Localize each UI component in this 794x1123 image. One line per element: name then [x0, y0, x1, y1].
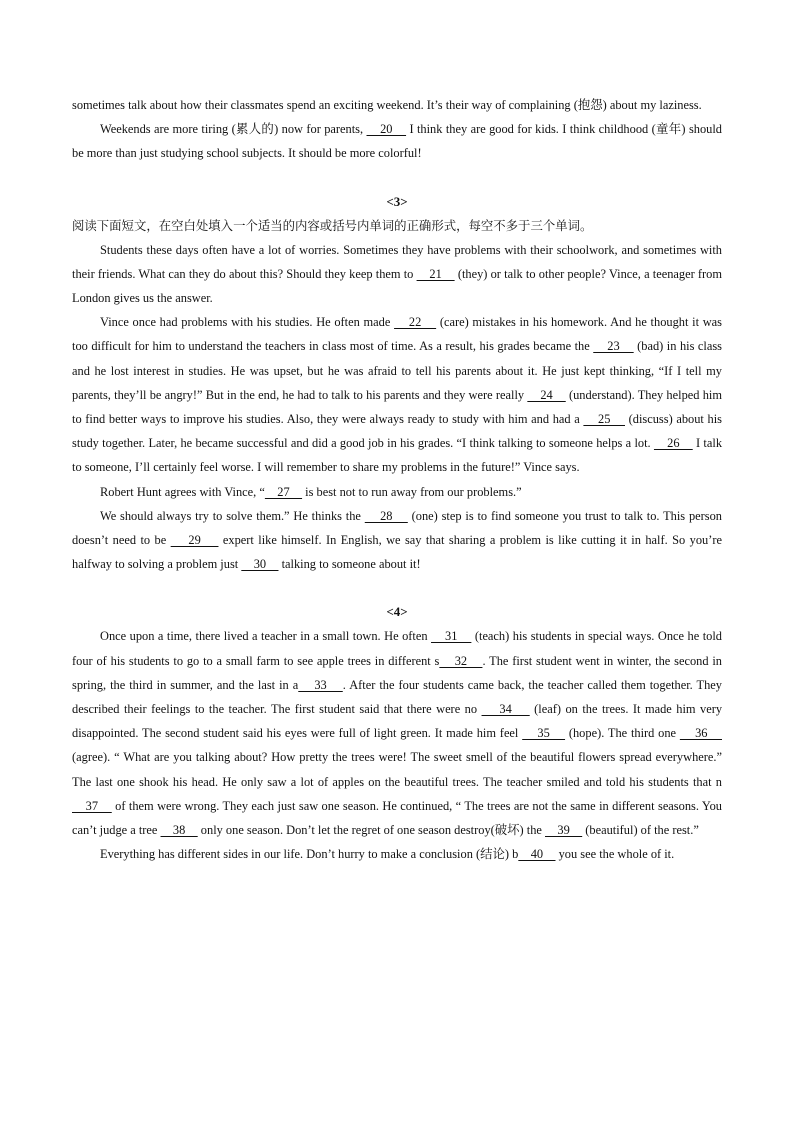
blank-20[interactable]: 20 — [366, 122, 407, 137]
section-title-3: <3> — [386, 193, 408, 209]
text: (teach) his students in special ways. Once he told four of his students to go to a small farm to see apple trees in different s — [72, 629, 722, 668]
text: talking to someone about it! — [278, 557, 421, 572]
text: (hope). The third one — [565, 726, 680, 741]
blank-33[interactable]: 33 — [298, 677, 343, 692]
paragraph-s3-4 — [72, 504, 722, 577]
blank-34[interactable]: 34 — [481, 702, 530, 717]
blank-35[interactable]: 35 — [522, 726, 566, 741]
paragraph-s2-1 — [72, 93, 722, 117]
text: . After the four students came back, the teacher called them together. They described their feelings to the teacher. The first student said that there were no — [72, 677, 722, 717]
text: . The first student went in winter, the second in spring, the third in summer, and the last in a — [72, 653, 722, 692]
text: Weekends are more tiring (累人的) now for parents, — [100, 122, 367, 137]
text: (leaf) on the trees. It made him very disappointed. The second student said his eyes were full of light green. It made him feel — [72, 702, 723, 741]
document-page — [72, 93, 722, 866]
text: Vince once had problems with his studies. He often made — [100, 315, 395, 330]
paragraph-s2-2 — [72, 117, 722, 165]
text: (discuss) about his study together. Later, he became successful and did a good job in his grades. “I think talking to someone helps a lot. — [72, 412, 722, 451]
text: (care) mistakes in his homework. And he thought it was too difficult for him to understand the teachers in class most of time. As a result, his grades became the — [72, 315, 722, 354]
paragraph-s3-1 — [72, 238, 722, 311]
text: is best not to run away from our problems.” — [302, 484, 522, 499]
blank-40[interactable]: 40 — [518, 847, 556, 862]
paragraph-s4-2 — [72, 842, 722, 866]
blank-27[interactable]: 27 — [264, 484, 303, 499]
blank-25[interactable]: 25 — [583, 412, 625, 427]
text: you see the whole of it. — [555, 847, 675, 862]
text: (agree). “ What are you talking about? How pretty the trees were! The sweet smell of the beautiful flowers spread everywhere.” The last one shook his head. He only saw a lot of apples on the beautiful trees. The teacher smiled and told his students that n — [72, 750, 722, 789]
text: I think they are good for kids. I think childhood (童年) should be more than just studying school subjects. It should be more colorful! — [72, 122, 722, 161]
blank-31[interactable]: 31 — [431, 629, 472, 644]
blank-39[interactable]: 39 — [545, 823, 583, 838]
text: Robert Hunt agrees with Vince, “ — [100, 484, 265, 499]
paragraph-s3-3 — [72, 480, 722, 504]
blank-24[interactable]: 24 — [527, 387, 566, 402]
blank-36[interactable]: 36 — [679, 726, 722, 741]
blank-26[interactable]: 26 — [653, 436, 693, 451]
section-title-4: <4> — [386, 604, 408, 620]
text: sometimes talk about how their classmates spend an exciting weekend. It’s their way of complaining (抱怨) about my laziness. — [72, 98, 702, 112]
text: expert like himself. In English, we say that sharing a problem is like cutting it in half. So you’re halfway to solving a problem just — [72, 533, 722, 572]
paragraph-s4-1 — [72, 624, 722, 842]
text: of them were wrong. They each just saw one season. He continued, “ The trees are not the same in different seasons. You can’t judge a tree — [72, 798, 723, 838]
text: (understand). They helped him to find better ways to improve his studies. Also, they were always ready to study with him and had a — [72, 387, 722, 427]
blank-29[interactable]: 29 — [170, 533, 219, 548]
text: (bad) in his class and he lost interest in studies. He was upset, but he was afraid to tell his parents about it. He just kept thinking, “If I tell my parents, they’ll be angry!” But in the end, he had to talk to his parents and they were really — [72, 339, 722, 402]
paragraph-s3-2 — [72, 310, 722, 479]
text: Once upon a time, there lived a teacher in a small town. He often — [100, 629, 432, 644]
text: I talk to someone, I’ll certainly feel worse. I will remember to share my problems in the future!” Vince says. — [72, 436, 723, 475]
instruction-text: 阅读下面短文，在空白处填入一个适当的内容或括号内单词的正确形式，每空不多于三个单词。 — [72, 217, 593, 233]
blank-23[interactable]: 23 — [593, 339, 634, 354]
blank-37[interactable]: 37 — [72, 798, 112, 813]
blank-22[interactable]: 22 — [394, 315, 437, 330]
text: We should always try to solve them.” He thinks the — [100, 508, 365, 523]
blank-21[interactable]: 21 — [416, 266, 455, 281]
blank-32[interactable]: 32 — [439, 653, 483, 668]
text: (beautiful) of the rest.” — [582, 823, 699, 838]
text: (they) or talk to other people? Vince, a teenager from London gives us the answer. — [72, 266, 723, 306]
text: (one) step is to find someone you trust to talk to. This person doesn’t need to be — [72, 508, 722, 548]
text: Everything has different sides in our life. Don’t hurry to make a conclusion (结论) b — [100, 847, 519, 862]
blank-30[interactable]: 30 — [241, 557, 279, 572]
blank-28[interactable]: 28 — [364, 508, 408, 523]
text: only one season. Don’t let the regret of one season destroy(破坏) the — [197, 823, 546, 838]
blank-38[interactable]: 38 — [160, 823, 198, 838]
text: Students these days often have a lot of worries. Sometimes they have problems with their schoolwork, and sometimes with their friends. What can they do about this? Should they keep them to — [72, 242, 722, 281]
